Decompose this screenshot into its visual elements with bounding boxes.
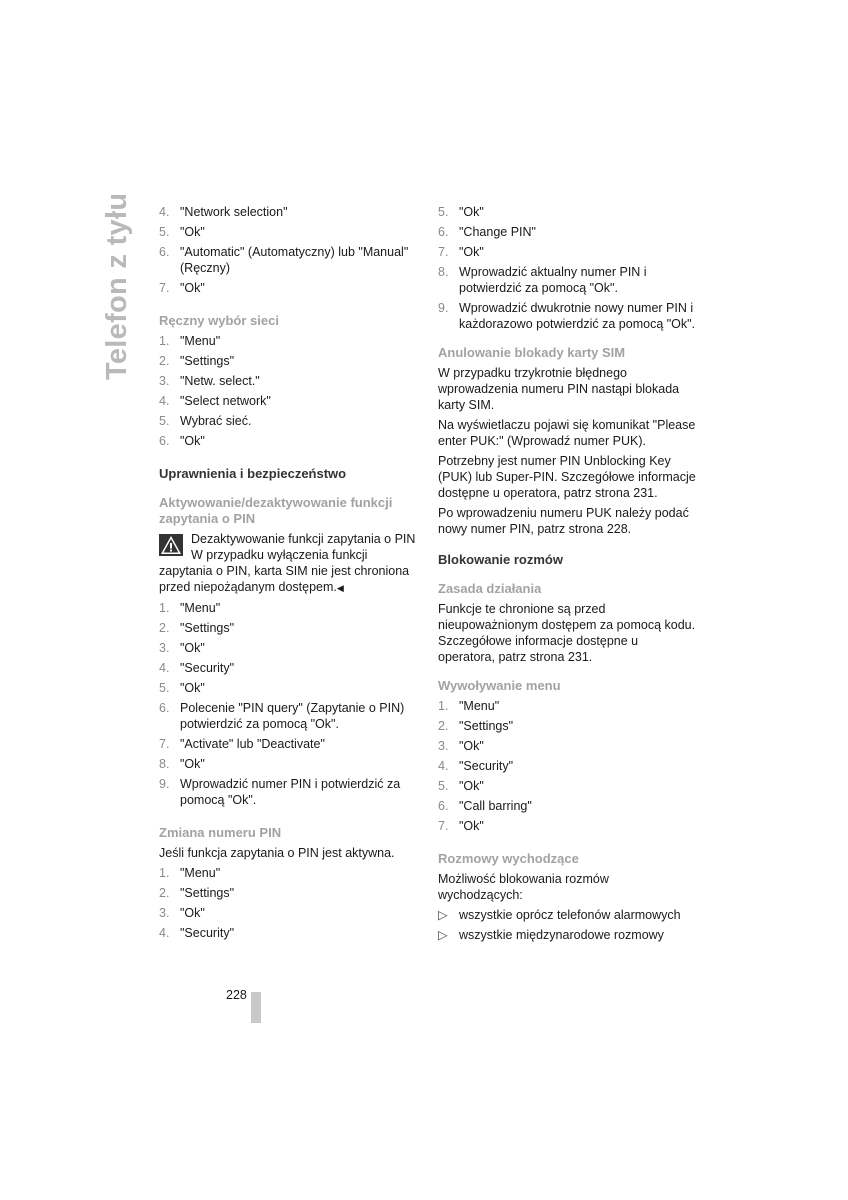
list-item: 6. Polecenie "PIN query" (Zapytanie o PIN) potwierdzić za pomocą "Ok". [159, 701, 405, 731]
list-item: 1. "Menu" [159, 601, 221, 615]
principle-heading: Zasada działania [438, 581, 542, 596]
list-item: 7. "Activate" lub "Deactivate" [159, 737, 325, 751]
sim-unlock-heading: Anulowanie blokady karty SIM [438, 345, 626, 360]
call-barring-heading: Blokowanie rozmów [438, 552, 563, 567]
list-item: 7. "Ok" [159, 281, 205, 295]
manual-network-heading: Ręczny wybór sieci [159, 313, 279, 328]
end-mark: ◀ [336, 583, 344, 593]
list-item: 8. "Ok" [159, 757, 205, 771]
list-item: 5. "Ok" [438, 205, 484, 219]
list-item: 2. "Settings" [159, 354, 235, 368]
right-column [438, 204, 696, 947]
list-item: 4. "Security" [159, 661, 235, 675]
chapter-side-title: Telefon z tyłu [101, 192, 133, 380]
change-pin-intro: Jeśli funkcja zapytania o PIN jest aktywna. [159, 846, 395, 860]
list-item: 2. "Settings" [438, 719, 514, 733]
warning-note [159, 531, 417, 596]
list-item: 7. "Ok" [438, 819, 484, 833]
pin-query-heading: Aktywowanie/dezaktywowanie funkcji zapytania o PIN [159, 495, 393, 526]
principle-text: Funkcje te chronione są przed nieupoważnionym dostępem za pomocą kodu. Szczegółowe informacje dostępne u operatora, patrz strona 231. [438, 602, 696, 664]
change-pin-steps-list [159, 865, 417, 941]
sim-paragraph: Potrzebny jest numer PIN Unblocking Key (PUK) lub Super-PIN. Szczegółowe informacje dostępne u operatora, patrz strona 231. [438, 454, 696, 500]
list-item: 6. "Change PIN" [438, 225, 536, 239]
list-item: 4. "Security" [438, 759, 514, 773]
list-item: 5. "Ok" [159, 681, 205, 695]
menu-call-heading: Wywoływanie menu [438, 678, 561, 693]
list-item: 9. Wprowadzić numer PIN i potwierdzić za pomocą "Ok". [159, 777, 401, 807]
list-item: 7. "Ok" [438, 245, 484, 259]
sim-paragraph: W przypadku trzykrotnie błędnego wprowadzenia numeru PIN nastąpi blokada karty SIM. [438, 366, 680, 412]
list-item: 3. "Ok" [438, 739, 484, 753]
list-item: 5. "Ok" [438, 779, 484, 793]
list-item: 6. "Call barring" [438, 799, 532, 813]
pin-query-steps-list [159, 600, 417, 808]
list-item: 6. "Ok" [159, 434, 205, 448]
list-item: 3. "Netw. select." [159, 374, 260, 388]
manual-network-list [159, 333, 417, 449]
warning-title: Dezaktywowanie funkcji zapytania o PIN [191, 532, 416, 546]
change-pin-heading: Zmiana numeru PIN [159, 825, 282, 840]
bullet-item: ▷ wszystkie międzynarodowe rozmowy [438, 928, 664, 942]
list-item: 6. "Automatic" (Automatyczny) lub "Manual" (Ręczny) [159, 245, 409, 275]
list-item: 4. "Security" [159, 926, 235, 940]
sim-paragraph: Po wprowadzeniu numeru PUK należy podać nowy numer PIN, patrz strona 228. [438, 506, 689, 536]
list-item: 3. "Ok" [159, 906, 205, 920]
outgoing-intro: Możliwość blokowania rozmów wychodzących: [438, 872, 609, 902]
list-item: 4. "Network selection" [159, 205, 288, 219]
warning-icon [159, 534, 183, 556]
network-steps-list [159, 204, 417, 296]
list-item: 5. Wybrać sieć. [159, 414, 252, 428]
call-barring-steps-list [438, 698, 696, 834]
security-section-heading: Uprawnienia i bezpieczeństwo [159, 466, 347, 481]
warning-body: W przypadku wyłączenia funkcji zapytania o PIN, karta SIM nie jest chroniona przed niepożądanym dostępem. [159, 548, 410, 594]
outgoing-heading: Rozmowy wychodzące [438, 851, 579, 866]
list-item: 9. Wprowadzić dwukrotnie nowy numer PIN i każdorazowo potwierdzić za pomocą "Ok". [438, 301, 696, 331]
bullet-item: ▷ wszystkie oprócz telefonów alarmowych [438, 908, 681, 922]
list-item: 8. Wprowadzić aktualny numer PIN i potwierdzić za pomocą "Ok". [438, 265, 647, 295]
list-item: 4. "Select network" [159, 394, 271, 408]
page-marker-bar [251, 992, 261, 1023]
list-item: 2. "Settings" [159, 621, 235, 635]
list-item: 1. "Menu" [159, 866, 221, 880]
left-column [159, 204, 417, 945]
page-number: 228 [226, 988, 247, 1002]
list-item: 2. "Settings" [159, 886, 235, 900]
triangle-bullet-icon: ▷ [438, 928, 448, 942]
triangle-bullet-icon: ▷ [438, 908, 448, 922]
list-item: 1. "Menu" [438, 699, 500, 713]
list-item: 3. "Ok" [159, 641, 205, 655]
sim-paragraph: Na wyświetlaczu pojawi się komunikat "Please enter PUK:" (Wprowadź numer PUK). [438, 418, 696, 448]
list-item: 5. "Ok" [159, 225, 205, 239]
change-pin-steps-continued [438, 204, 696, 332]
list-item: 1. "Menu" [159, 334, 221, 348]
